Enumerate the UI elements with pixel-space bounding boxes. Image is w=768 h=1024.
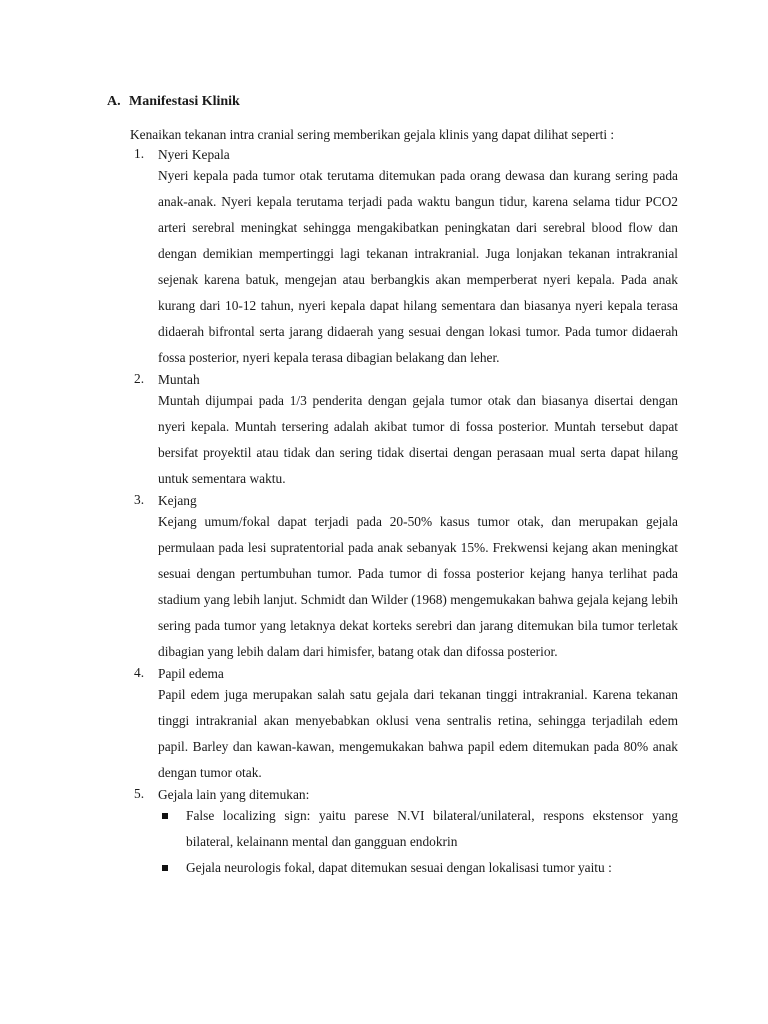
item-body: Muntah dijumpai pada 1/3 penderita dengan gejala tumor otak dan biasanya disertai dengan nyeri kepala. Muntah tersering adalah akibat tumor di fossa posterior. Muntah tersebut dapat bersifat proyektil atau tidak dan sering tidak disertai dengan perasaan mual serta dapat hilang untuk sementara waktu. <box>158 393 678 486</box>
item-title: Kejang <box>158 493 197 508</box>
bullet-item <box>158 803 678 855</box>
bullet-text: Gejala neurologis fokal, dapat ditemukan sesuai dengan lokalisasi tumor yaitu : <box>186 860 612 875</box>
bullet-text: False localizing sign: yaitu parese N.VI bilateral/unilateral, respons ekstensor yang bilateral, kelainann mental dan gangguan endokrin <box>186 808 678 849</box>
list-item-gejala-lain <box>130 786 678 881</box>
item-title: Papil edema <box>158 666 224 681</box>
item-body: Nyeri kepala pada tumor otak terutama ditemukan pada orang dewasa dan kurang sering pada anak-anak. Nyeri kepala terutama terjadi pada waktu bangun tidur, karena selama tidur PCO2 arteri serebral meningkat sehingga mengakibatkan peningkatan dari serebral blood flow dan dengan demikian mempertinggi lagi tekanan intrakranial. Juga lonjakan tekanan intrakranial sejenak karena batuk, mengejan atau berbangkis akan memperberat nyeri kepala. Pada anak kurang dari 10-12 tahun, nyeri kepala dapat hilang sementara dan biasanya nyeri kepala terasa didaerah bifrontal serta jarang didaerah yang sesuai dengan lokasi tumor. Pada tumor didaerah fossa posterior, nyeri kepala terasa dibagian belakang dan leher. <box>158 168 678 365</box>
list-item-nyeri-kepala <box>130 146 678 371</box>
item-number: 3. <box>134 492 145 507</box>
item-number: 4. <box>134 665 145 680</box>
list-item-muntah <box>130 371 678 492</box>
list-item-kejang <box>130 492 678 665</box>
intro-paragraph: Kenaikan tekanan intra cranial sering memberikan gejala klinis yang dapat dilihat seperti : <box>130 127 615 142</box>
item-body: Papil edem juga merupakan salah satu gejala dari tekanan tinggi intrakranial. Karena tekanan tinggi intrakranial akan menyebabkan oklusi vena sentralis retina, sehingga terjadilah edem papil. Barley dan kawan-kawan, mengemukakan bahwa papil edem ditemukan pada 80% anak dengan tumor otak. <box>158 687 678 780</box>
section-heading <box>107 94 240 110</box>
section-title: Manifestasi Klinik <box>129 94 240 109</box>
item-number: 5. <box>134 786 145 801</box>
item-title: Gejala lain yang ditemukan: <box>158 787 310 802</box>
item-number: 1. <box>134 146 145 161</box>
bullet-item <box>158 855 678 881</box>
item-title: Muntah <box>158 372 200 387</box>
square-bullet-icon <box>162 865 168 871</box>
item-title: Nyeri Kepala <box>158 147 230 162</box>
sub-bullet-list <box>158 803 678 881</box>
symptom-list <box>130 146 678 881</box>
item-body: Kejang umum/fokal dapat terjadi pada 20-50% kasus tumor otak, dan merupakan gejala permulaan pada lesi supratentorial pada anak sebanyak 15%. Frekwensi kejang akan meningkat sesuai dengan pertumbuhan tumor. Pada tumor di fossa posterior kejang hanya terlihat pada stadium yang lebih lanjut. Schmidt dan Wilder (1968) mengemukakan bahwa gejala kejang lebih sering pada tumor yang letaknya dekat korteks serebri dan jarang ditemukan bila tumor terletak dibagian yang lebih dalam dari himisfer, batang otak dan difossa posterior. <box>158 514 678 659</box>
item-number: 2. <box>134 371 145 386</box>
section-letter: A. <box>107 94 121 109</box>
square-bullet-icon <box>162 813 168 819</box>
list-item-papil-edema <box>130 665 678 786</box>
